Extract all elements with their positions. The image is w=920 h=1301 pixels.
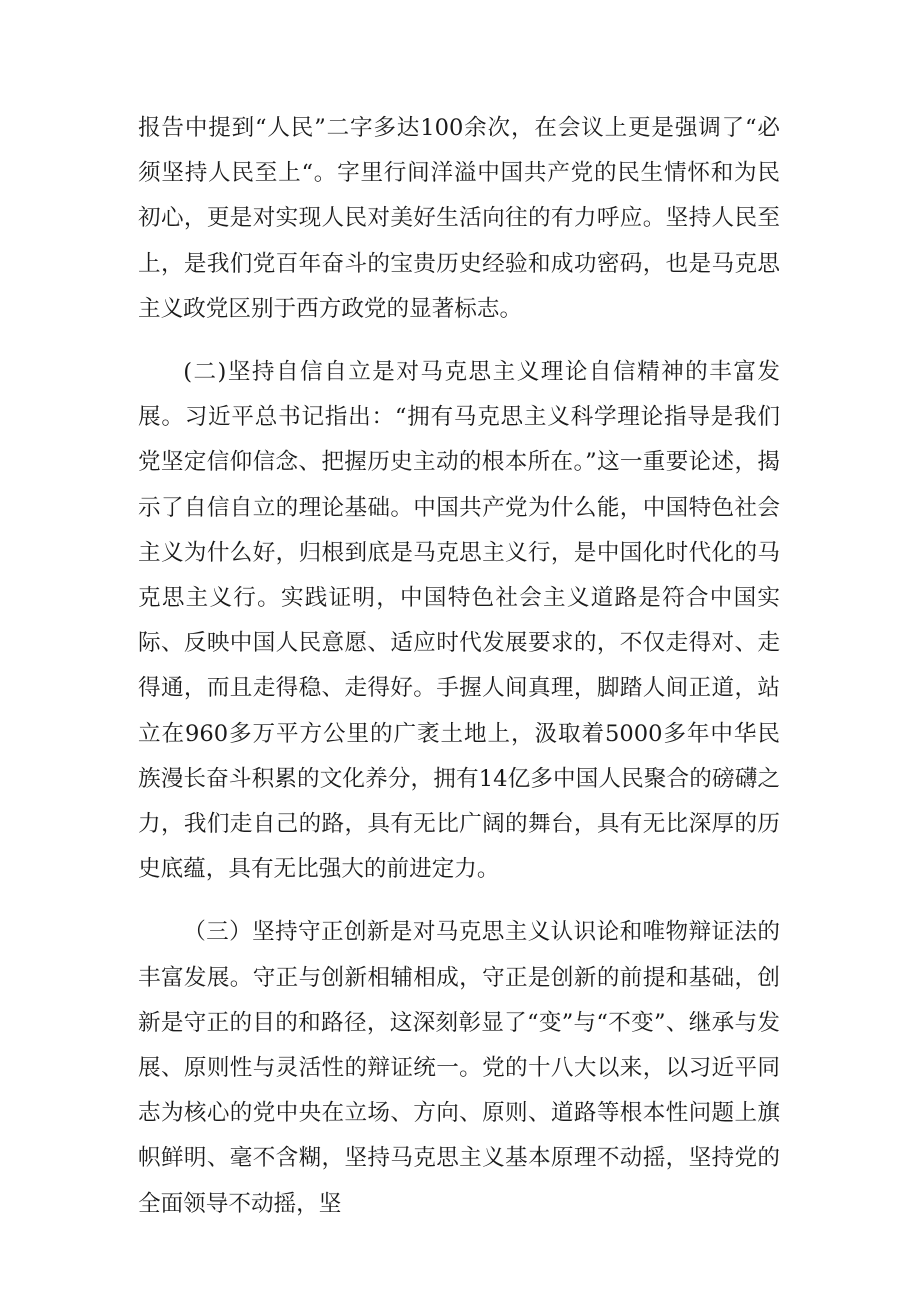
- paragraph-self-confidence: (二)坚持自信自立是对马克思主义理论自信精神的丰富发展。习近平总书记指出：“拥有马克思主义科学理论指导是我们党坚定信仰信念、把握历史主动的根本所在。”这一重要论述，揭示了自信自立的理论基础。中国共产党为什么能，中国特色社会主义为什么好，归根到底是马克思主义行，是中国化时代化的马克思主义行。实践证明，中国特色社会主义道路是符合中国实际、反映中国人民意愿、适应时代发展要求的，不仅走得对、走得通，而且走得稳、走得好。手握人间真理，脚踏人间正道，站立在960多万平方公里的广袤土地上，汲取着5000多年中华民族漫长奋斗积累的文化养分，拥有14亿多中国人民聚合的磅礴之力，我们走自己的路，具有无比广阔的舞台，具有无比深厚的历史底蕴，具有无比强大的前进定力。: [138, 359, 780, 883]
- paragraph-upholding-innovation: （三）坚持守正创新是对马克思主义认识论和唯物辩证法的丰富发展。守正与创新相辅相成，守正是创新的前提和基础，创新是守正的目的和路径，这深刻彰显了“变”与“不变”、继承与发展、原则性与灵活性的辩证统一。党的十八大以来，以习近平同志为核心的党中央在立场、方向、原则、道路等根本性问题上旗帜鲜明、毫不含糊，坚持马克思主义基本原理不动摇，坚持党的全面领导不动摇，坚: [138, 919, 780, 1217]
- document-body: [138, 106, 780, 1227]
- paragraph-people-supreme: 报告中提到“人民”二字多达100余次，在会议上更是强调了“必须坚持人民至上“。字里行间洋溢中国共产党的民生情怀和为民初心，更是对实现人民对美好生活向往的有力呼应。坚持人民至上，是我们党百年奋斗的宝贵历史经验和成功密码，也是马克思主义政党区别于西方政党的显著标志。: [138, 115, 780, 322]
